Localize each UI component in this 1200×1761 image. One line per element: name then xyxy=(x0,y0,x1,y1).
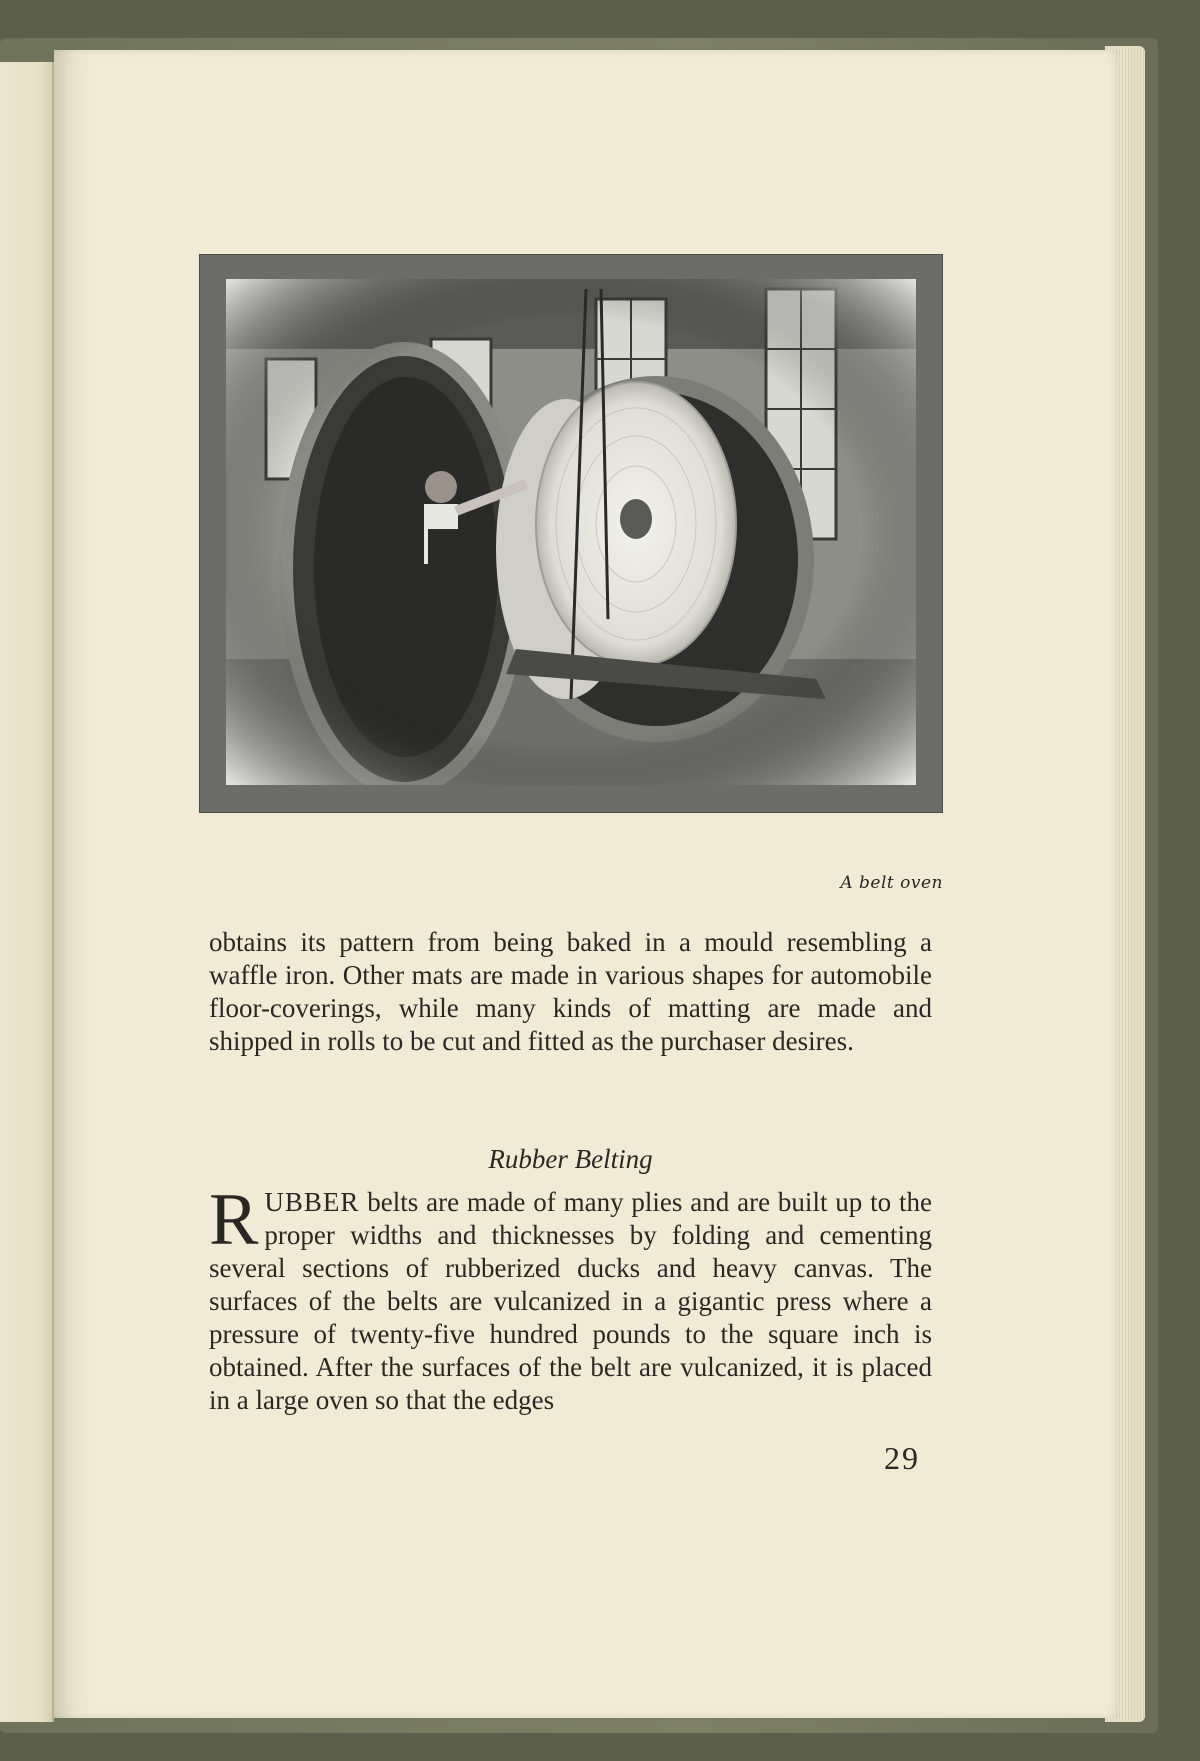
paragraph-2 xyxy=(209,1179,932,1417)
paragraph-1: obtains its pattern from being baked in a mould resembling a waffle iron. Other mats are made in various shapes for automobile floor-coverings, while many kinds of matting are made and shipped in rolls to be cut and fitted as the purchaser desires. xyxy=(209,927,932,1056)
facing-page-edge xyxy=(0,62,54,1722)
page-number: 29 xyxy=(884,1440,920,1476)
drop-cap: R xyxy=(209,1179,259,1261)
book-page xyxy=(54,50,1118,1718)
paragraph-2-text: belts are made of many plies and are built up to the proper widths and thicknesses by folding and cementing several sections of rubberized ducks and heavy canvas. The surfaces of the belts are vulcanized in a gigantic press where a pressure of twenty-five hundred pounds to the square inch is obtained. After the surfaces of the belt are vulcanized, it is placed in a large oven so that the edges xyxy=(209,1187,932,1415)
photo-caption: A belt oven xyxy=(840,873,943,893)
section-heading: Rubber Belting xyxy=(488,1144,653,1174)
belt-oven-photograph xyxy=(226,279,916,785)
belt-oven-illustration xyxy=(226,279,916,785)
paragraph-2-lead: UBBER xyxy=(264,1187,360,1217)
photo-plate xyxy=(199,254,943,813)
